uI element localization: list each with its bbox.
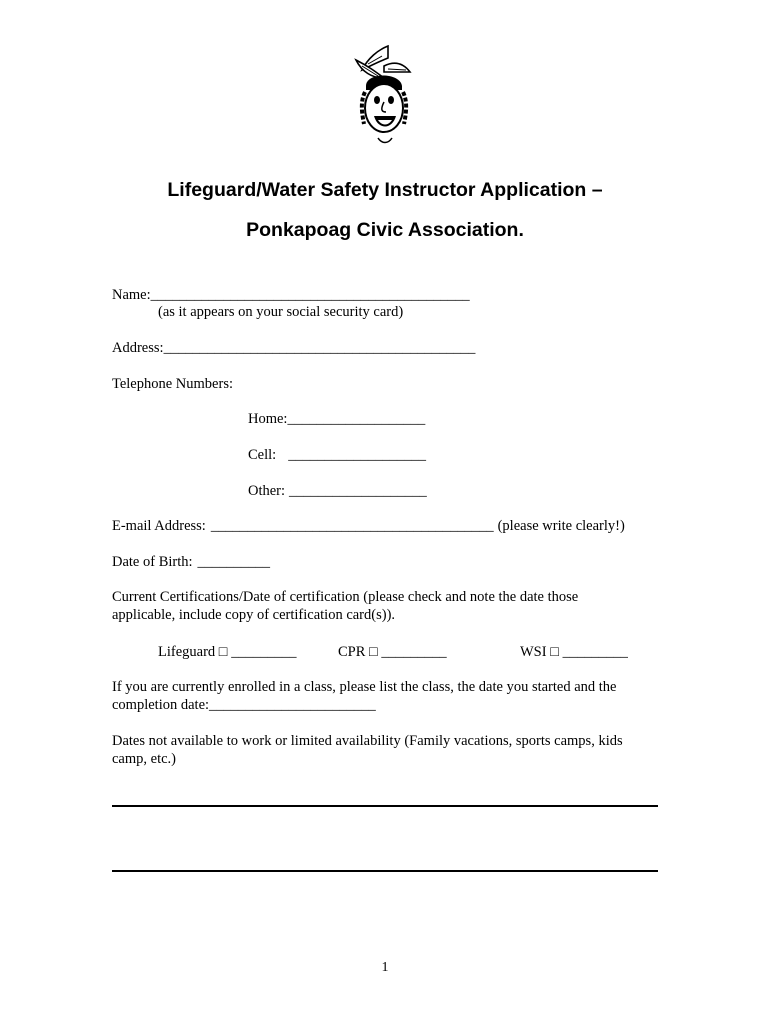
cell-phone-row bbox=[248, 446, 426, 464]
certifications-text-line1: Current Certifications/Date of certification (please check and note the date those bbox=[112, 589, 579, 605]
other-phone-row bbox=[248, 482, 427, 500]
cert-lifeguard[interactable] bbox=[158, 643, 296, 661]
cert-cpr[interactable] bbox=[338, 643, 447, 661]
cert-wsi[interactable] bbox=[520, 643, 628, 661]
completion-date-label: completion date: bbox=[112, 697, 210, 713]
dob-row bbox=[112, 553, 270, 571]
logo-icon bbox=[348, 42, 418, 157]
other-phone-field[interactable]: ___________________ bbox=[289, 483, 427, 499]
availability-answer-line-2[interactable] bbox=[112, 870, 658, 872]
cert-lifeguard-date[interactable]: _________ bbox=[231, 644, 297, 660]
home-phone-row bbox=[248, 410, 425, 428]
availability-text-line1: Dates not available to work or limited availability (Family vacations, sports camps, kids bbox=[112, 733, 623, 749]
cert-wsi-label[interactable]: WSI □ bbox=[520, 644, 559, 660]
name-note: (as it appears on your social security card) bbox=[158, 304, 404, 320]
dob-field[interactable]: __________ bbox=[197, 554, 271, 570]
name-field[interactable]: ____________________________________________ bbox=[150, 287, 470, 303]
cert-cpr-date[interactable]: _________ bbox=[381, 644, 447, 660]
home-phone-field[interactable]: ___________________ bbox=[287, 411, 426, 427]
availability-text-line2: camp, etc.) bbox=[112, 751, 177, 767]
address-label: Address: bbox=[112, 340, 164, 356]
certifications-text-line2: applicable, include copy of certification card(s)). bbox=[112, 607, 396, 623]
email-row bbox=[112, 517, 625, 535]
cell-phone-label: Cell: bbox=[248, 447, 277, 463]
home-phone-label: Home: bbox=[248, 411, 288, 427]
page-number: 1 bbox=[381, 960, 389, 975]
completion-date-field[interactable]: _______________________ bbox=[209, 697, 376, 713]
email-label: E-mail Address: bbox=[112, 518, 206, 534]
name-row bbox=[112, 286, 470, 304]
enrolled-row bbox=[112, 696, 376, 714]
address-field[interactable]: ___________________________________________ bbox=[163, 340, 476, 356]
cert-lifeguard-label[interactable]: Lifeguard □ bbox=[158, 644, 228, 660]
cert-cpr-label[interactable]: CPR □ bbox=[338, 644, 378, 660]
name-label: Name: bbox=[112, 287, 151, 303]
enrolled-text-line1: If you are currently enrolled in a class, please list the class, the date you started and the bbox=[112, 679, 617, 695]
address-row bbox=[112, 339, 475, 357]
form-title-line2: Ponkapoag Civic Association. bbox=[246, 219, 524, 241]
cert-wsi-date[interactable]: _________ bbox=[562, 644, 628, 660]
cell-phone-field[interactable]: ___________________ bbox=[288, 447, 426, 463]
availability-answer-line-1[interactable] bbox=[112, 805, 658, 807]
email-field[interactable]: _______________________________________ bbox=[210, 518, 494, 534]
other-phone-label: Other: bbox=[248, 483, 286, 499]
email-note: (please write clearly!) bbox=[497, 518, 625, 534]
form-title-line1: Lifeguard/Water Safety Instructor Application – bbox=[167, 179, 603, 201]
dob-label: Date of Birth: bbox=[112, 554, 193, 570]
telephone-label: Telephone Numbers: bbox=[112, 376, 233, 392]
